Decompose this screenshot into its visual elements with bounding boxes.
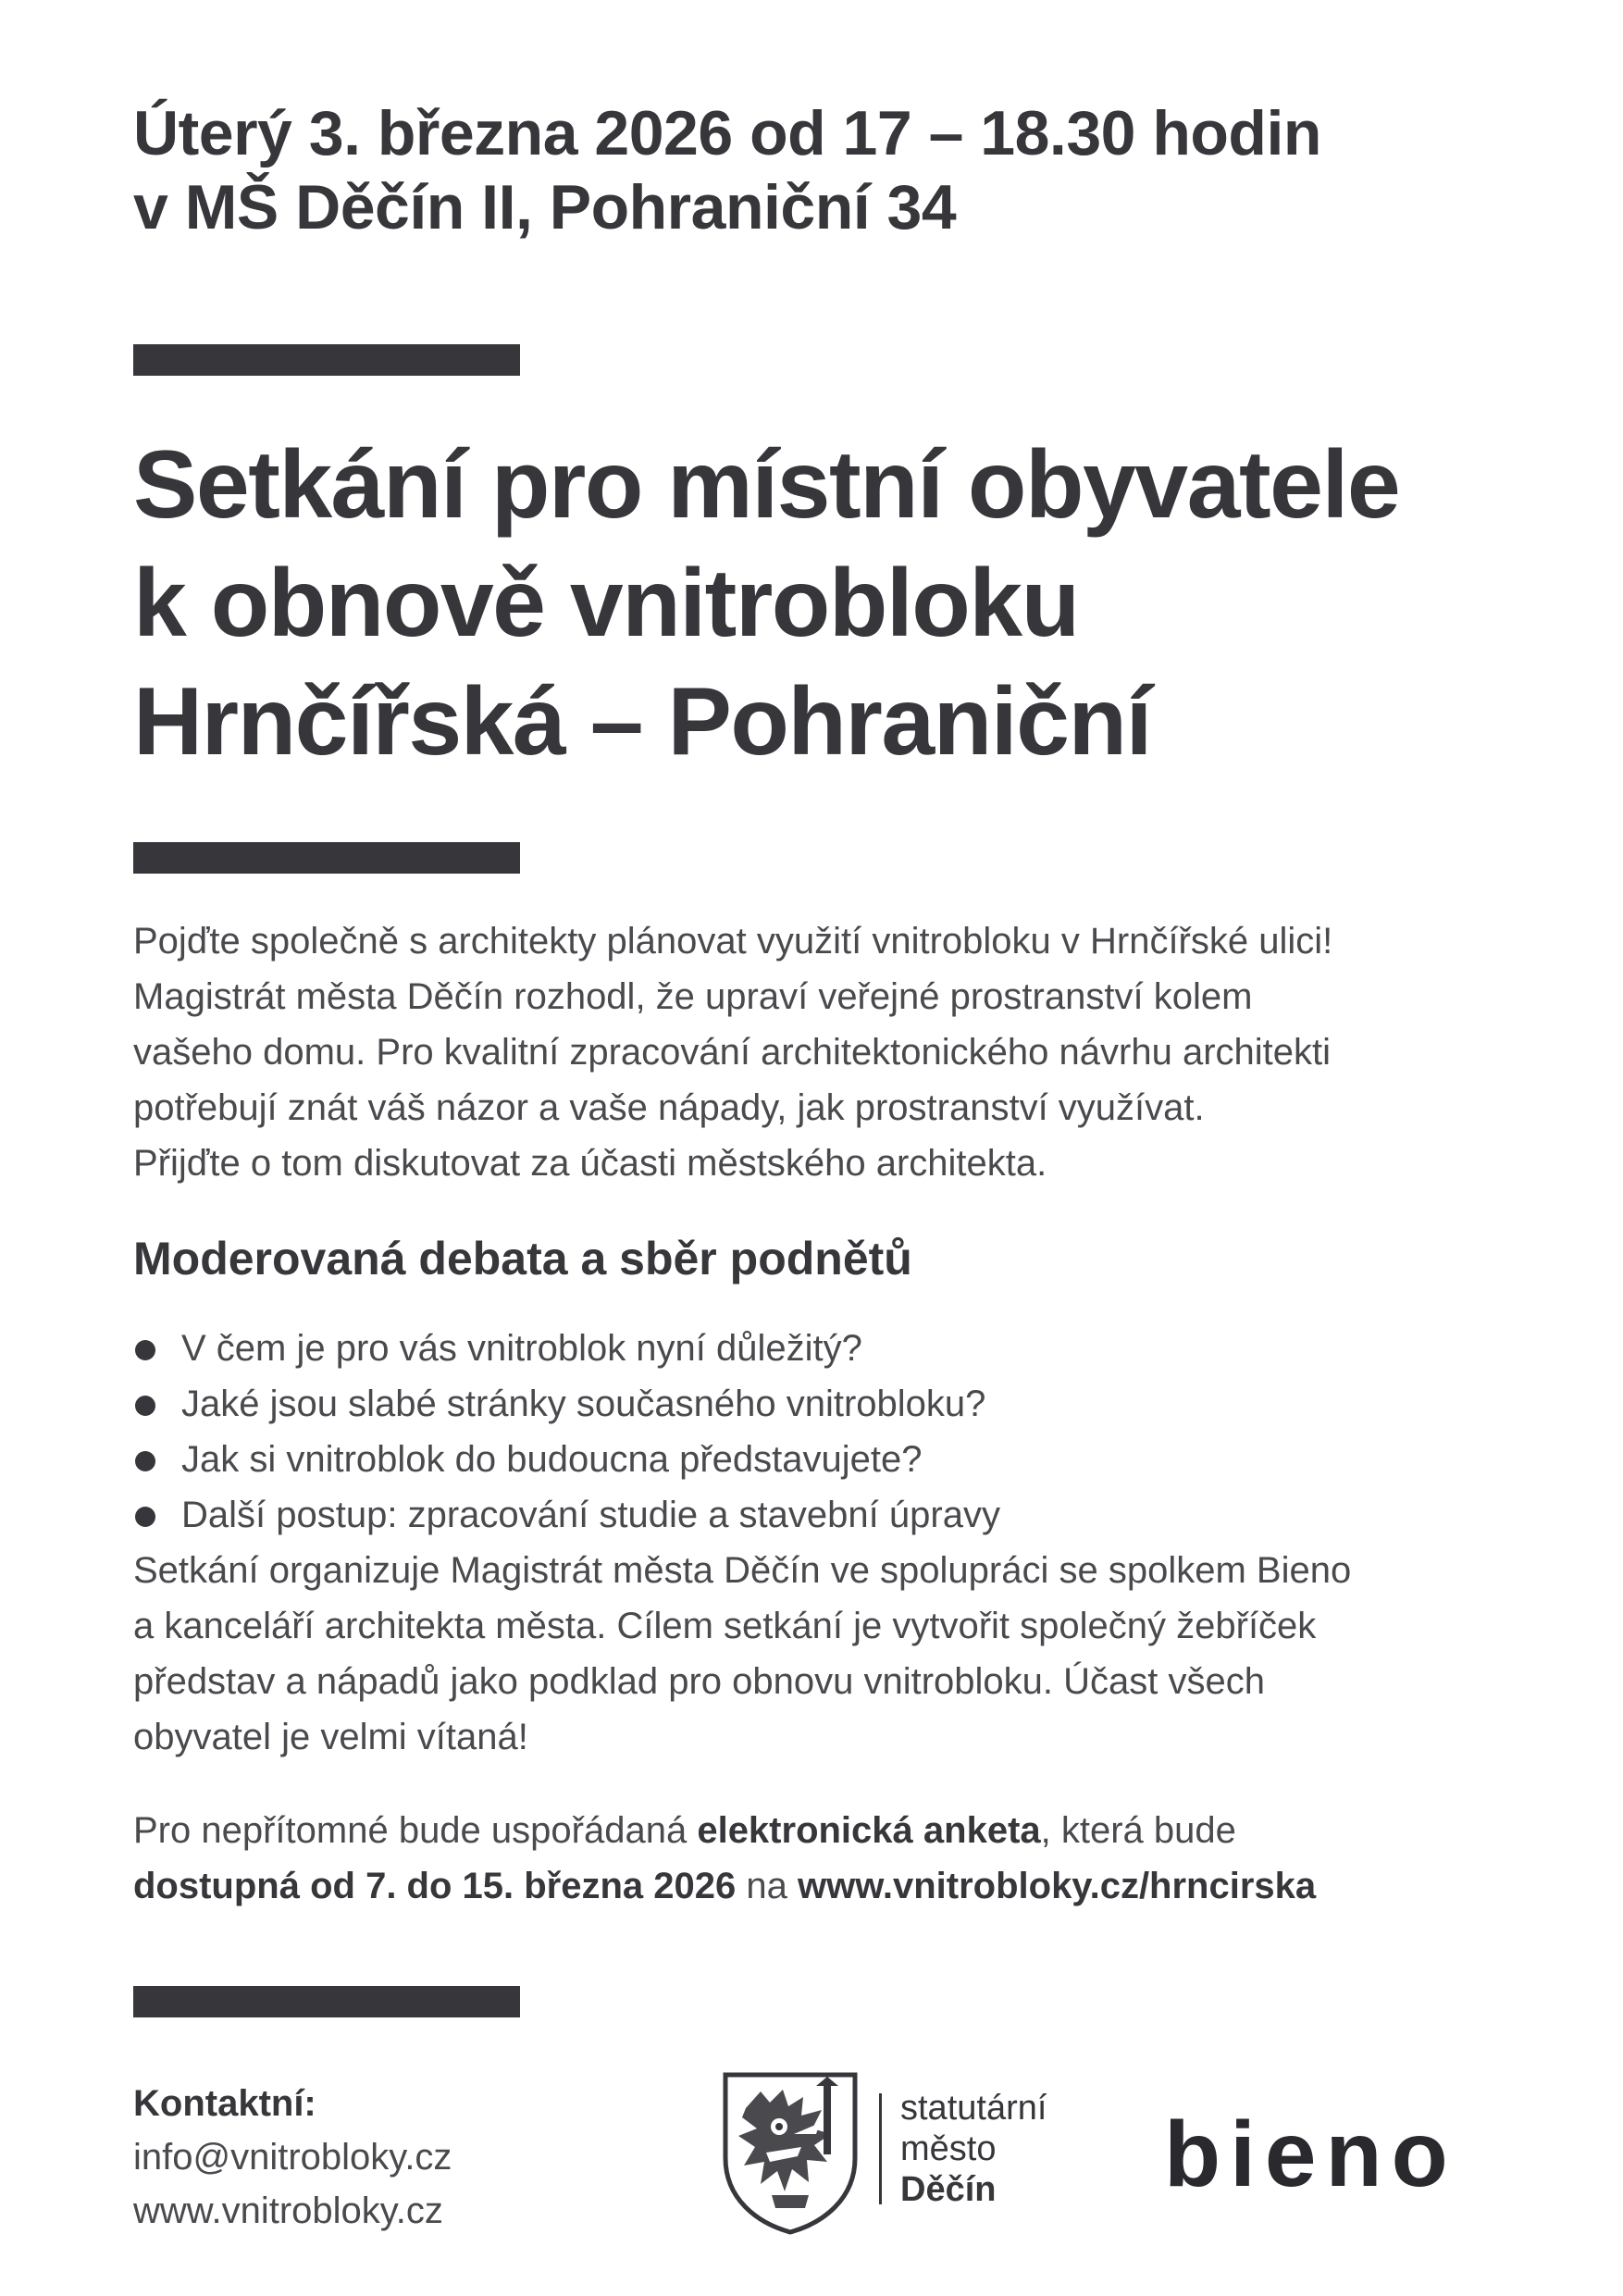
list-item [133,1487,1000,1543]
survey-emphasis: elektronická anketa [697,1810,1041,1851]
title-line-2: k obnově vnitrobloku [133,550,1079,657]
list-item-text: Jak si vnitroblok do budoucna představujete? [181,1439,923,1480]
survey-text: na [736,1866,798,1906]
intro-line: vašeho domu. Pro kvalitní zpracování architektonického návrhu architekti [133,1032,1332,1073]
divider-bar-top [133,344,520,376]
bullet-dot-icon [135,1396,155,1416]
contact-web[interactable]: www.vnitrobloky.cz [133,2191,443,2231]
debate-list [133,1321,1000,1543]
survey-line-2 [133,1858,1503,1914]
city-logo-text [900,2088,1047,2210]
organizer-line: obyvatel je velmi vítaná! [133,1717,528,1757]
city-line-2: město [900,2129,997,2168]
survey-paragraph [133,1803,1503,1914]
survey-line-1 [133,1803,1503,1858]
intro-line: Pojďte společně s architekty plánovat využití vnitrobloku v Hrnčířské ulici! [133,921,1333,962]
survey-link[interactable]: www.vnitrobloky.cz/hrncirska [798,1866,1317,1906]
contact-label: Kontaktní: [133,2083,316,2124]
bullet-dot-icon [135,1340,155,1360]
list-item-text: Další postup: zpracování studie a stavební úpravy [181,1495,1000,1535]
bullet-dot-icon [135,1451,155,1471]
event-venue-line: v MŠ Děčín II, Pohraniční 34 [133,172,957,242]
contact-email[interactable]: info@vnitrobloky.cz [133,2137,452,2178]
organizer-paragraph [133,1543,1503,1765]
intro-line: Přijďte o tom diskutovat za účasti městského architekta. [133,1143,1047,1184]
survey-text: , která bude [1040,1810,1236,1851]
survey-dates: dostupná od 7. do 15. března 2026 [133,1866,737,1906]
intro-line: Magistrát města Děčín rozhodl, že upraví veřejné prostranství kolem [133,976,1253,1017]
city-crest-icon [720,2069,861,2236]
title-line-1: Setkání pro místní obyvatele [133,431,1400,539]
event-date-line: Úterý 3. března 2026 od 17 – 18.30 hodin [133,98,1321,168]
organizer-line: představ a nápadů jako podklad pro obnovu vnitrobloku. Účast všech [133,1661,1265,1702]
organizer-line: Setkání organizuje Magistrát města Děčín ve spolupráci se spolkem Bieno [133,1550,1352,1591]
contact-block [133,2077,452,2238]
city-line-3: Děčín [900,2170,997,2209]
list-item [133,1376,1000,1432]
intro-line: potřebují znát váš názor a vaše nápady, jak prostranství využívat. [133,1087,1205,1128]
divider-bar-bottom [133,1986,520,2017]
list-item [133,1321,1000,1376]
title-line-3: Hrnčířská – Pohraniční [133,668,1151,776]
list-item-text: Jaké jsou slabé stránky současného vnitrobloku? [181,1384,986,1424]
list-item-text: V čem je pro vás vnitroblok nyní důležitý? [181,1328,862,1369]
debate-heading: Moderovaná debata a sběr podnětů [133,1233,912,1285]
city-line-1: statutární [900,2089,1047,2128]
survey-text: Pro nepřítomné bude uspořádaná [133,1810,698,1851]
bullet-dot-icon [135,1507,155,1527]
organizer-line: a kanceláří architekta města. Cílem setkání je vytvořit společný žebříček [133,1606,1317,1646]
divider-bar-middle [133,842,520,874]
bieno-logo: bieno [1164,2103,1457,2206]
intro-paragraph [133,913,1503,1191]
list-item [133,1432,1000,1487]
logo-divider [879,2093,882,2204]
